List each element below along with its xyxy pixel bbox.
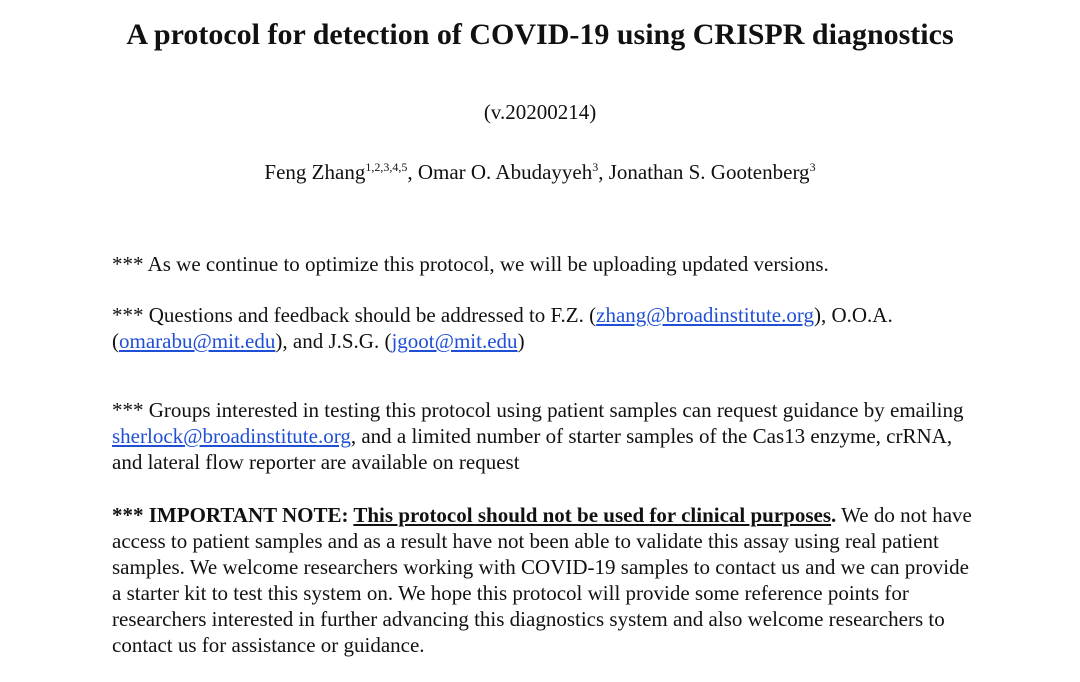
author-affiliation: 3 — [809, 160, 816, 174]
email-link-zhang[interactable]: zhang@broadinstitute.org — [596, 303, 814, 327]
author-affiliation: 3 — [592, 160, 599, 174]
email-link-jgoot[interactable]: jgoot@mit.edu — [391, 329, 518, 353]
warning-period: . — [831, 503, 837, 527]
groups-prefix: *** Groups interested in testing this protocol using patient samples can request guidance by emailing — [112, 398, 964, 422]
email-link-omarabu[interactable]: omarabu@mit.edu — [119, 329, 276, 353]
contact-suffix: ) — [517, 329, 525, 353]
contact-note — [112, 302, 982, 354]
author-separator: , — [598, 160, 609, 184]
author-name: Jonathan S. Gootenberg — [608, 160, 810, 184]
document-title: A protocol for detection of COVID-19 using CRISPR diagnostics — [126, 18, 954, 51]
important-note — [112, 502, 982, 658]
update-note: *** As we continue to optimize this protocol, we will be uploading updated versions. — [112, 252, 829, 276]
author-affiliation: 1,2,3,4,5 — [365, 160, 408, 174]
version-label: (v.20200214) — [483, 100, 597, 124]
important-label: *** IMPORTANT NOTE: — [112, 503, 354, 527]
clinical-warning: This protocol should not be used for clinical purposes — [353, 503, 832, 527]
contact-text: ), and J.S.G. ( — [275, 329, 392, 353]
author-list — [0, 158, 1080, 186]
author-name: Feng Zhang — [264, 160, 366, 184]
contact-prefix: *** Questions and feedback should be addressed to F.Z. ( — [112, 303, 597, 327]
author-name: Omar O. Abudayyeh — [417, 160, 593, 184]
email-link-sherlock[interactable]: sherlock@broadinstitute.org — [112, 424, 351, 448]
author-separator: , — [407, 160, 418, 184]
important-body: We do not have access to patient samples and as a result have not been able to validate this assay using real patient samples. We welcome researchers working with COVID-19 samples to contact us and we can provide a starter kit to test this system on. We hope this protocol will provide some reference points for researchers interested in further advancing this diagnostics system and also welcome researchers to contact us for assistance or guidance. — [112, 503, 972, 657]
groups-suffix: , and a limited number of starter samples of the Cas13 enzyme, crRNA, and lateral flow reporter are available on request — [112, 424, 953, 474]
groups-note — [112, 397, 982, 475]
contact-text: ), O.O.A. ( — [112, 303, 893, 353]
